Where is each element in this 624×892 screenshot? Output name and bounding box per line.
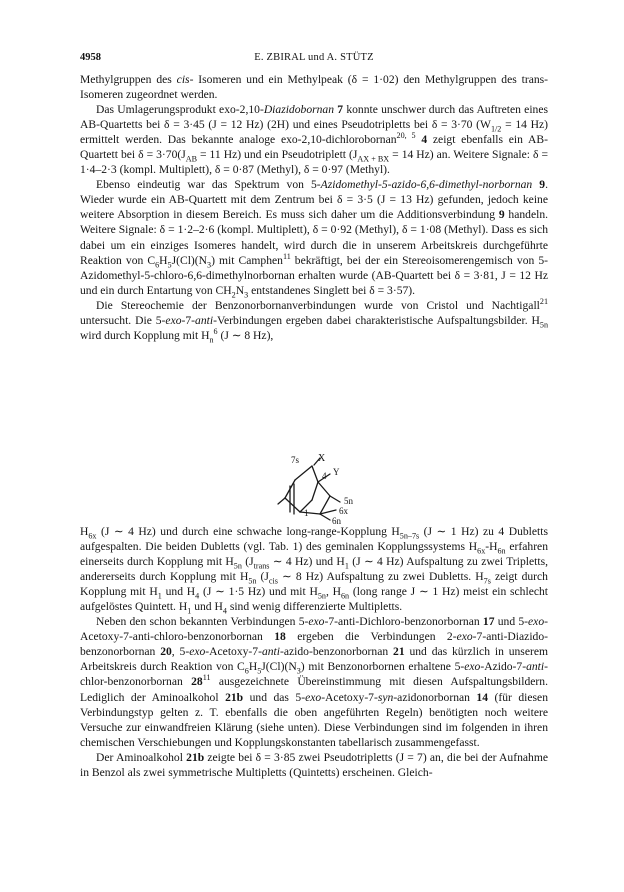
- bottom-paragraph-3: Der Aminoalkohol 21b zeigte bei δ = 3·85 zwei Pseudotripletts (J = 7) an, die bei der Aufnahme in Benzol als zwei symmetrische Multipletts (Quintetts) erscheinen. Gleich-: [80, 750, 548, 779]
- bond-c6-h6n: [320, 514, 330, 520]
- label-6n: 6n: [332, 516, 341, 526]
- body-text-bottom: [80, 524, 548, 780]
- top-paragraph-2: Das Umlagerungsprodukt exo-2,10-Diazidobornan 7 konnte unschwer durch das Auftreten eines AB-Quartetts bei δ = 3·45 (J = 12 Hz) (2H) und eines Pseudotripletts bei δ = 3·70 ($W_{1/2} = 14$ Hz) ermittelt werden. Das bekannte analoge exo-2,10-dichlorobornan$^{20, 5}$ 4 zeigt ebenfalls ein AB-Quartett bei $\delta = 3\cdot 70(J_{AB} = 11$ Hz) und ein Pseudotriplett ($J_{AX + BX} = 14$ Hz) an. Weitere Signale: δ = 1·4–2·3 (kompl. Multiplett), δ = 0·87 (Methyl), δ = 0·97 (Methyl).: [80, 103, 549, 177]
- structure-drawing: [240, 453, 400, 522]
- bottom-paragraph-1: $H_{6x}$ (J ∼ 4 Hz) und durch eine schwache long-range-Kopplung $H_{5n-7s}$ (J ∼ 1 Hz) zu 4 Dubletts aufgespalten. Die beiden Dubletts (vgl. Tab. 1) des geminalen Kopplungssystems $H_{6x}-H_{6n}$ erfahren einerseits durch Kopplung mit $H_{5n}$ ($J_{trans}$ ∼ 4 Hz) und $H_1$ (J ∼ 4 Hz) Aufspaltung zu zwei Tripletts, andererseits durch Kopplung mit $H_{5n}$ ($J_{cis}$ ∼ 8 Hz) Aufspaltung zu zwei Dubletts. $H_{7s}$ zeigt durch Kopplung mit $H_1$ und $H_4$ (J ∼ 1·5 Hz) und mit $H_{5n}$, $H_{6n}$ (long range J ∼ 1 Hz) meist ein schlecht aufgelöstes Quintett. $H_1$ und $H_4$ sind wenig differenzierte Multipletts.: [80, 525, 549, 616]
- bond-bridge-7-c4: [312, 466, 318, 482]
- top-paragraph-3: Ebenso eindeutig war das Spektrum von 5-Azidomethyl-5-azido-6,6-dimethyl-norbornan 9. Wieder wurde ein AB-Quartett mit dem Zentrum bei δ = 3·5 (J = 13 Hz) gefunden, jedoch keine weitere Absorption in diesem Bereich. Es muss sich daher um die Additionsverbindung 9 handeln. Weitere Signale: δ = 1·2–2·6 (kompl. Multiplett), δ = 0·92 (Methyl), δ = 1·08 (Methyl). Dass es sich dabei um ein einziges Isomeres handelt, wird durch die in unserem Arbeitskreis durchgeführte Reaktion von $C_6H_5J(Cl)(N_3)$ mit Camphen$^{11}$ bekräftigt, bei der ein Stereoisomerengemisch von 5-Azidomethyl-5-chloro-6,6-dimethylnorbornan erhalten wurde (AB-Quartett bei δ = 3·81, J = 12 Hz und ein durch Entartung von $CH_2N_3$ entstandenes Singlett bei δ = 3·57).: [80, 178, 549, 299]
- bond-c4-front: [312, 482, 318, 500]
- bond-bridge-7-c1: [295, 466, 312, 480]
- label-1: 1: [304, 508, 309, 518]
- body-text-top: [80, 72, 548, 343]
- bond-c1-arene: [285, 498, 300, 512]
- page-number: 4958: [80, 52, 101, 63]
- label-6x: 6x: [339, 506, 348, 516]
- benzonorbornane-structure-figure: [240, 453, 400, 526]
- running-title: E. ZBIRAL und A. STÜTZ: [254, 52, 374, 63]
- bond-c6-c1: [300, 512, 320, 514]
- label-y: Y: [333, 467, 340, 477]
- bond-c4-c5: [318, 482, 330, 496]
- bottom-paragraph-2: Neben den schon bekannten Verbindungen 5-exo-7-anti-Dichloro-benzonorbornan 17 und 5-exo-Acetoxy-7-anti-chloro-benzonorbornan 18 ergeben die Verbindungen 2-exo-7-anti-Diazido-benzonorbornan 20, 5-exo-Acetoxy-7-anti-azido-benzonorbornan 21 und das kürzlich in unserem Arbeitskreis durch Reaktion von $C_6H_5J(Cl)(N_3)$ mit Benzonorbornen erhaltene 5-exo-Azido-7-anti-chlor-benzonorbornan $28^{11}$ ausgezeichnete Übereinstimmung mit diesen Aufspaltungsbildern. Lediglich der Aminoalkohol 21b und das 5-exo-Acetoxy-7-syn-azidonorbornan 14 (für diesen Verbindungstyp gelten z. T. ebenfalls die oben angeführten Regeln) benötigten noch weitere Versuche zur einwandfreien Klärung (siehe unten). Diese Verbindungen sind im folgenden in ihren chemischen Verschiebungen und Kopplungskonstanten tabellarisch zusammengefasst.: [80, 615, 548, 749]
- label-x: X: [318, 453, 326, 464]
- label-4: 4: [322, 471, 327, 481]
- top-paragraph-4: Die Stereochemie der Benzonorbornanverbindungen wurde von Cristol und Nachtigall$^{21}$ untersucht. Die 5-exo-7-anti-Verbindungen ergeben dabei charakteristische Aufspaltungsbilder. $H_{5n}$ wird durch Kopplung mit $H_n^6$ (J ∼ 8 Hz),: [80, 296, 548, 345]
- label-5n: 5n: [344, 496, 353, 506]
- top-paragraph-1: Methylgruppen des cis- Isomeren und ein Methylpeak (δ = 1·02) den Methylgruppen des trans-Isomeren zugeordnet werden.: [80, 73, 549, 102]
- bond-c5-h5n: [330, 496, 340, 502]
- page-header: [80, 52, 548, 68]
- bond-arene-left: [278, 498, 285, 504]
- label-7s: 7s: [291, 455, 300, 465]
